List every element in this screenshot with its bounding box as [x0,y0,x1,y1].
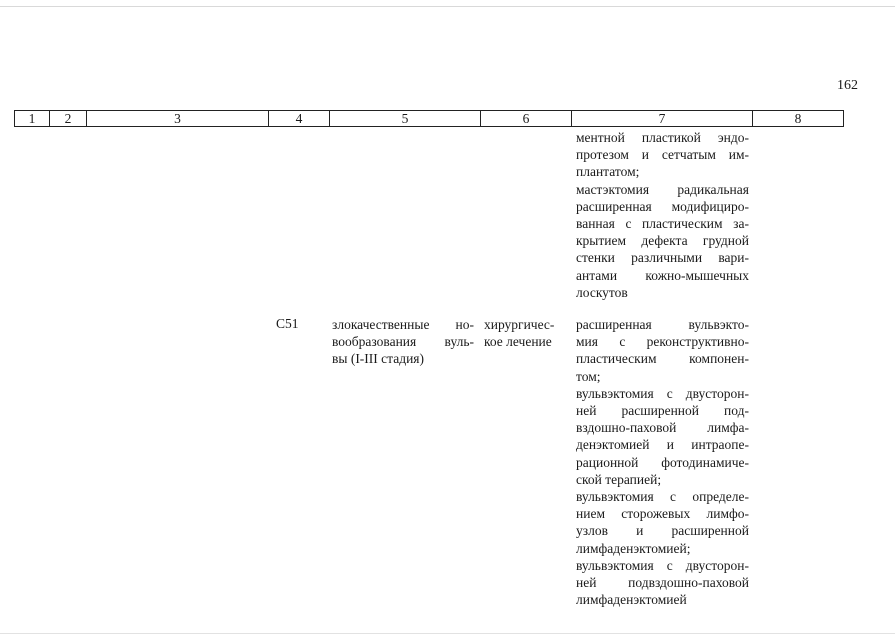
text-line: мия с реконструктивно- [576,334,749,350]
text-line: антами кожно-мышечных [576,267,749,283]
diagnosis-text [332,316,474,368]
scan-top-edge [0,6,895,7]
text-line: ванная с пластическим за- [576,216,749,232]
text-line: пластическим компонен- [576,351,749,367]
scan-bottom-edge [0,633,895,634]
text-line: вздошно-паховой лимфа- [576,420,749,436]
text-line: вы (I-III стадия) [332,351,425,367]
text-line: лоскутов [576,284,628,300]
header-row [15,111,844,127]
text-line: ней расширенной под- [576,403,749,419]
text-line: том; [576,368,601,384]
diagnosis-code: C51 [276,316,299,331]
page-number: 162 [837,78,858,93]
text-line: расширенная модифициро- [576,198,749,214]
header-col-3: 3 [87,111,269,127]
header-col-4: 4 [269,111,330,127]
text-line: протезом и сетчатым им- [576,147,749,163]
treatment-type-text [484,316,564,350]
header-col-6: 6 [481,111,572,127]
header-col-7: 7 [572,111,753,127]
text-line: мастэктомия радикальная [576,181,749,197]
text-line: кое лечение [484,334,552,350]
text-line: ментной пластикой эндо- [576,130,749,145]
text-line: вульвэктомия с двусторон- [576,385,749,401]
text-line: ней подвздошно-паховой [576,575,749,591]
text-line: злокачественные но- [332,317,474,332]
text-line: лимфаденэктомией; [576,540,691,556]
text-line: лимфаденэктомией [576,592,687,608]
text-line: крытием дефекта грудной [576,233,749,249]
text-line: хирургичес- [484,317,555,332]
text-line: узлов и расширенной [576,523,749,539]
header-col-8: 8 [753,111,844,127]
text-line: вульвэктомия с двусторон- [576,557,749,573]
continued-methods-text [576,129,749,301]
text-line: вульвэктомия с определе- [576,489,749,505]
header-col-5: 5 [330,111,481,127]
text-line: расширенная вульвэкто- [576,317,749,332]
text-line: плантатом; [576,164,640,180]
text-line: стенки различными вари- [576,250,749,266]
text-line: денэктомией и интраопе- [576,437,749,453]
text-line: вообразования вуль- [332,334,474,350]
column-number-header [14,110,844,127]
treatment-methods-text [576,316,749,608]
text-line: нием сторожевых лимфо- [576,506,749,522]
header-col-2: 2 [50,111,87,127]
header-col-1: 1 [15,111,50,127]
text-line: ской терапией; [576,471,662,487]
text-line: рационной фотодинамиче- [576,454,749,470]
